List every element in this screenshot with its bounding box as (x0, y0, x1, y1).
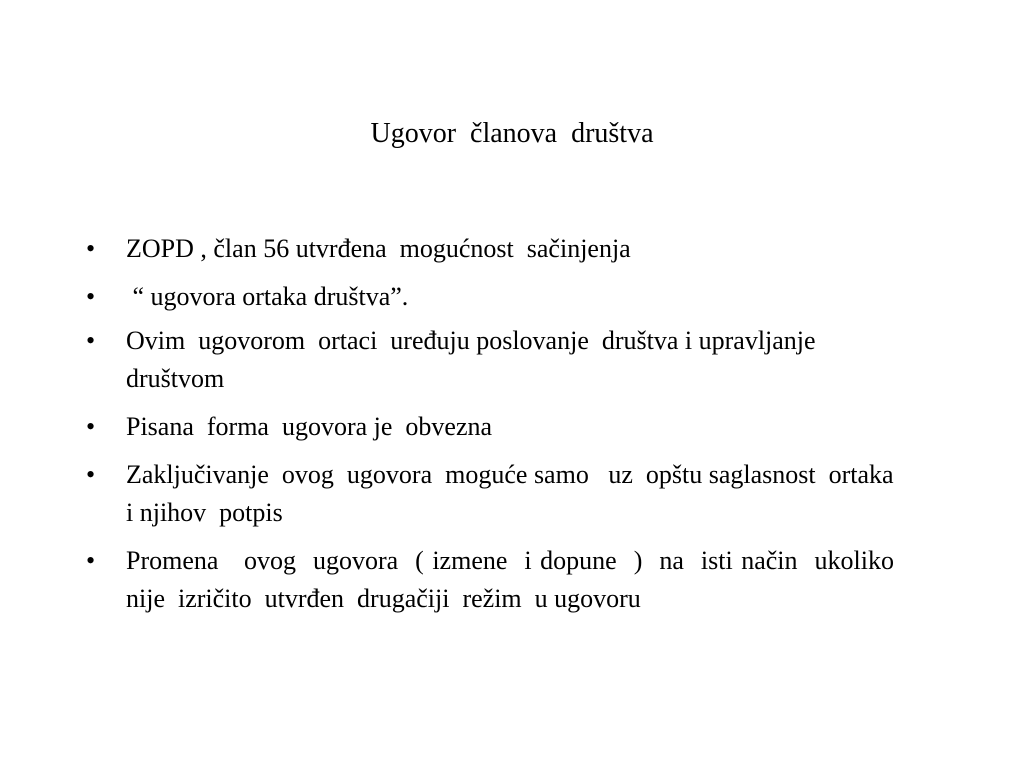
bullet-item (86, 542, 907, 618)
bullet-item (86, 408, 894, 446)
slide-title: Ugovor članova društva (370, 118, 654, 149)
bullet-text: “ ugovora ortaka društva”. (126, 282, 409, 311)
bullet-marker: • (86, 412, 96, 441)
bullet-marker: • (86, 460, 96, 489)
bullet-text: Zaključivanje ovog ugovora moguće samo uz opštu saglasnost ortaka i njihov potpis (126, 460, 914, 527)
bullet-text: Ovim ugovorom ortaci uređuju poslovanje društva i upravljanje društvom (126, 326, 829, 393)
bullet-item (86, 322, 894, 398)
bullet-marker: • (86, 234, 96, 263)
bullet-item (86, 456, 914, 532)
bullet-item (86, 230, 894, 268)
bullet-text: Pisana forma ugovora je obvezna (126, 412, 493, 441)
bullet-list (86, 230, 914, 628)
bullet-item (86, 278, 894, 316)
bullet-marker: • (86, 546, 96, 575)
bullet-marker: • (86, 282, 96, 311)
bullet-text: Promena ovog ugovora ( izmene i dopune ) na isti način ukoliko nije izričito utvrđen drugačiji režim u ugovoru (126, 546, 907, 613)
bullet-marker: • (86, 326, 96, 355)
bullet-text: ZOPD , član 56 utvrđena mogućnost sačinjenja (126, 234, 631, 263)
